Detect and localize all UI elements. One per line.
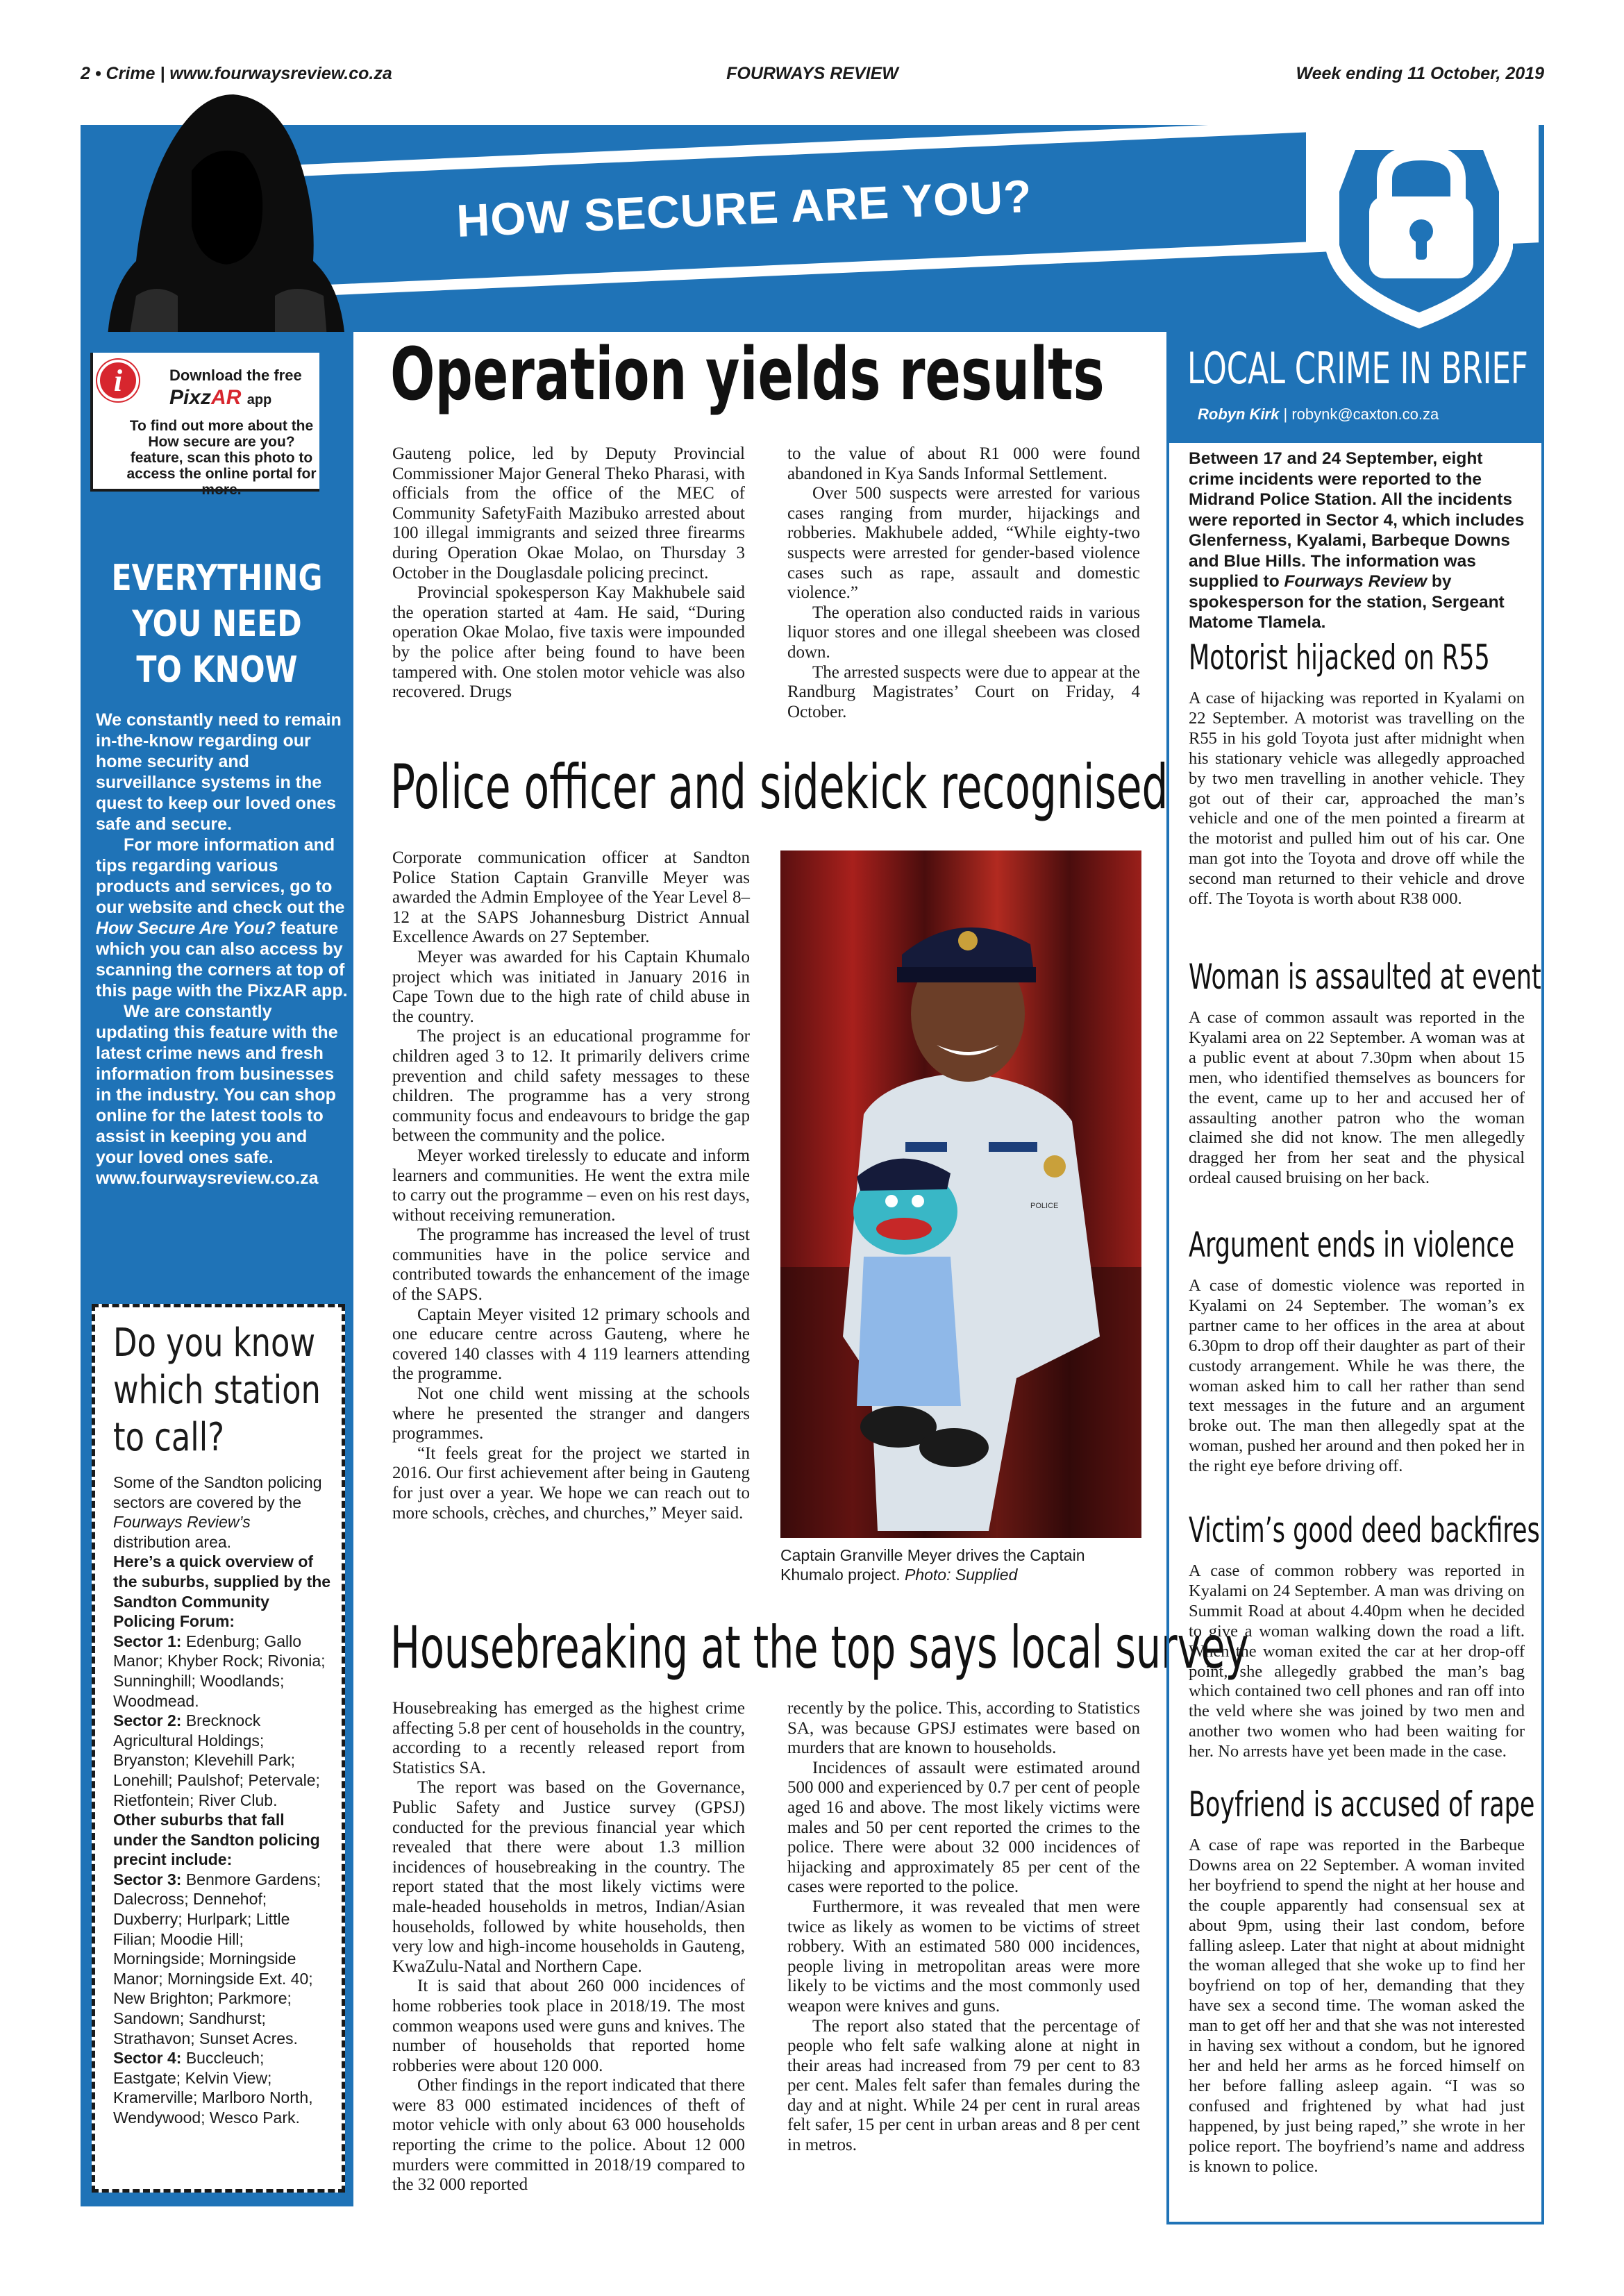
station-box	[92, 1304, 345, 2193]
officer-photo	[780, 850, 1141, 1538]
brief-byline: Robyn Kirk | robynk@caxton.co.za	[1198, 405, 1439, 423]
folio-date: Week ending 11 October, 2019	[1296, 64, 1544, 83]
officer-illustration	[780, 850, 1141, 1538]
pixzar-instructions: To find out more about the How secure are you? feature, scan this photo to access the online portal for more.	[126, 418, 317, 498]
brief-title: LOCAL CRIME IN BRIEF	[1187, 343, 1528, 394]
article-3-body: Housebreaking has emerged as the highest crime affecting 5.8 per cent of households in the country, according to a recently released report from Statistics SA. The report was based on the Governance, Public Safety and Justice survey (GPSJ) conducted for the previous financial year which revealed that there were about 1.3 million incidences of housebreaking in the country. The report stated that the most likely victims were male-headed households in metros, Indian/Asian households, followed by white households, then very low and high-income households in Gauteng, KwaZulu-Natal and Northern Cape. It is said that about 260 000 incidences of home robberies took place in 2018/19. The most common weapons used were guns and knives. The number of households that reported home robberies were about 120 000. Other findings in the report indicated that there were 83 000 estimated incidences of theft of motor vehicle with only about 63 000 households reporting the crime to the police. About 12 000 murders were committed in 2018/19 compared to the 32 000 reported recently by the police. This, according to Statistics SA, was because GPSJ estimates were based on murders that are known to households. Incidences of assault were estimated around 500 000 and experienced by 0.7 per cent of people aged 16 and above. The most likely victims were males and 50 per cent reported the crimes to the police. There were about 32 000 incidences of hijacking and approximately 85 per cent of the cases were reported to the police. Furthermore, it was revealed that men were twice as likely as women to be victims of street robbery. With an estimated 580 000 incidences, people living in metropolitan areas were more likely to be victims and the most commonly used weapon were knives and guns. The report also stated that the percentage of people who felt safe walking alone at night in their areas had increased from 79 per cent to 83 per cent. Males felt safer than females during the day and at night. While 24 per cent in rural areas felt safer, 15 per cent in urban areas and 8 per cent in metros.	[392, 1699, 1140, 2195]
pixzar-logo: PixzAR app	[169, 386, 272, 409]
brief-text: A case of hijacking was reported in Kyalami on 22 September. A motorist was travelling on the R55 in his gold Toyota just after midnight when his stationary vehicle was allegedly approached by two men travelling in another vehicle. They got out of their car, approached the man’s vehicle and one of the men pointed a firearm at the motorist and pulled him out of his car. One man got into the Toyota and drove off while the second man returned to their vehicle and drove off. The Toyota is worth about R38 000.	[1189, 689, 1525, 909]
brief-intro: Between 17 and 24 September, eight crime incidents were reported to the Midrand Police Station. All the incidents were reported in Sector 4, which includes Glenferness, Kyalami, Barbeque Downs and Blue Hills. The information was supplied to Fourways Review by spokesperson for the station, Sergeant Matome Tlamela.	[1189, 449, 1525, 632]
photo-caption: Captain Granville Meyer drives the Captain Khumalo project. Photo: Supplied	[780, 1546, 1085, 1584]
folio-left: 2 • Crime | www.fourwaysreview.co.za	[81, 64, 392, 83]
brief-heading: Victim’s good deed backfires	[1189, 1510, 1540, 1550]
station-title: Do you know which station to call?	[113, 1321, 321, 1460]
article-1-body: Gauteng police, led by Deputy Provincial Commissioner Major General Theko Pharasi, with officials from the office of the MEC of Community SafetyFaith Mazibuko arrested about 100 illegal immigrants and seized three firearms during Operation Okae Molao, on Thursday 3 October in the Douglasdale policing precinct. Provincial spokesperson Kay Makhubele said the operation started at 4am. He said, “During operation Okae Molao, five taxis were impounded by the police after being found to have been tampered with. One stolen motor vehicle was also recovered. Drugs to the value of about R1 000 were found abandoned in Kya Sands Informal Settlement. Over 500 suspects were arrested for various cases ranging from murder, hijackings and robberies. Makhubele added, “While eighty-two suspects were arrested for gender-based violence cases such as rape, assault and domestic violence.” The operation also conducted raids in various liquor stores and one illegal sheebeen was closed down. The arrested suspects were due to appear at the Randburg Magistrates’ Court on Friday, 4 October.	[392, 444, 1140, 721]
article-3-headline: Housebreaking at the top says local survey	[390, 1614, 1249, 1682]
author-email[interactable]: robynk@caxton.co.za	[1291, 405, 1439, 423]
know-title: EVERYTHING YOU NEED TO KNOW	[111, 558, 323, 691]
brief-text: A case of rape was reported in the Barbeque Downs area on 22 September. A woman invited her boyfriend to spend the night at her house and the couple apparently had consensual sex at about 9pm, using their last condom, before falling asleep. Later that night at about midnight the woman alleged that she woke up to find her boyfriend on top of her, demanding that they have sex a second time. The woman asked the man to get off her and that she was not interested in having sex without a condom, but he ignored her and held her arms as he forced himself on her before falling asleep again. “I was so confused and frightened by what had just happened, by just being raped,” she wrote in her police report. The boyfriend’s name and address is known to police.	[1189, 1836, 1525, 2176]
brief-text: A case of common assault was reported in the Kyalami area on 22 September. A woman was at a public event at about 7.30pm when about 15 men, who identified themselves as bouncers for the event, came up to her and accused her of assaulting another patron who the woman claimed she did not know. The men allegedly dragged her from her seat and the physical ordeal caused bruising on her back.	[1189, 1008, 1525, 1188]
brief-heading: Motorist hijacked on R55	[1189, 637, 1490, 678]
article-1-headline: Operation yields results	[390, 332, 1105, 417]
svg-text:POLICE: POLICE	[1030, 1202, 1059, 1210]
pixzar-box[interactable]	[90, 353, 319, 498]
website-link[interactable]: www.fourwaysreview.co.za	[96, 1168, 319, 1188]
station-body: Some of the Sandton policing sectors are covered by the Fourways Review’s distribution area. Here’s a quick overview of the suburbs, supplied by the Sandton Community Policing Forum: Sector 1: Edenburg; Gallo Manor; Khyber Rock; Rivonia; Sunninghill; Woodlands; Woodmead. Sector 2: Brecknock Agricultural Holdings; Bryanston; Klevehill Park; Lonehill; Paulshof; Petervale; Rietfontein; River Club. Other suburbs that fall under the Sandton policing precint include: Sector 3: Benmore Gardens; Dalecross; Dennehof; Duxberry; Hurlpark; Little Filian; Moodie Hill; Morningside; Morningside Manor; Morningside Ext. 40; New Brighton; Parkmore; Sandown; Sandhurst; Strathavon; Sunset Acres. Sector 4: Buccleuch; Eastgate; Kelvin View; Kramerville; Marlboro North, Wendywood; Wesco Park.	[113, 1473, 331, 2127]
article-2-body: Corporate communication officer at Sandton Police Station Captain Granville Meyer was awarded the Admin Employee of the Year Level 8–12 at the SAPS Johannesburg District Annual Excellence Awards on 27 September. Meyer was awarded for his Captain Khumalo project which was initiated in January 2016 in Cape Town due to the high rate of child abuse in the country. The project is an educational programme for children aged 3 to 12. It primarily delivers crime prevention and child safety messages to these children. The programme has a very strong community focus and endeavours to bridge the gap between the community and the police. Meyer worked tirelessly to educate and inform learners and communities. He went the extra mile to carry out the programme – even on his rest days, without receiving remuneration. The programme has increased the level of trust communities have in the police service and contributed towards the enhancement of the image of the SAPS. Captain Meyer visited 12 primary schools and one educare centre across Gauteng, where he covered 140 classes with 4 119 learners attending the programme. Not one child went missing at the schools where he presented the stranger and dangers programmes. “It feels great for the project we started in 2016. Our first achievement after being in Gauteng for just over a year. We hope we can reach out to more schools, crèches, and churches,” Meyer said.	[392, 848, 750, 1523]
know-body: We constantly need to remain in-the-know regarding our home security and surveillance systems in the quest to keep our loved ones safe and secure. For more information and tips regarding various products and services, go to our website and check out the How Secure Are You? feature which you can also access by scanning the corners at top of this page with the PixzAR app. We are constantly updating this feature with the latest crime news and fresh information from businesses in the industry. You can shop online for the latest tools to assist in keeping you and your loved ones safe. www.fourwaysreview.co.za	[96, 710, 348, 1188]
brief-heading: Boyfriend is accused of rape	[1189, 1784, 1535, 1825]
info-icon: i	[97, 360, 139, 401]
brief-text: A case of common robbery was reported in Kyalami on 24 September. A man was driving on Summit Road at about 4.40pm when he decided to give a woman walking down the road a lift. When the woman exited the car at her drop-off point, she allegedly grabbed the man’s bag which contained two cell phones and ran off into the veld where she was joined by two men and another two women who had been waiting for her. No arrests have yet been made in the case.	[1189, 1561, 1525, 1761]
brief-heading: Argument ends in violence	[1189, 1225, 1515, 1265]
banner-title: HOW SECURE ARE YOU?	[455, 169, 1033, 246]
page-folio	[81, 64, 1544, 87]
article-2-headline: Police officer and sidekick recognised	[390, 751, 1169, 823]
brief-heading: Woman is assaulted at event	[1189, 957, 1541, 997]
padlock-icon	[1315, 131, 1523, 332]
folio-masthead: FOURWAYS REVIEW	[726, 64, 898, 83]
brief-text: A case of domestic violence was reported in Kyalami on 24 September. The woman’s ex partner came to her offices in the area at about 6.30pm to drop off their daughter as part of their custody arrangement. While he was there, the woman asked him to call her rather than send text messages in the future and an argument broke out. The man then allegedly spat at the woman, pushed her around and then poked her in the right eye before driving off.	[1189, 1276, 1525, 1476]
pixzar-download: Download the free	[169, 367, 302, 384]
